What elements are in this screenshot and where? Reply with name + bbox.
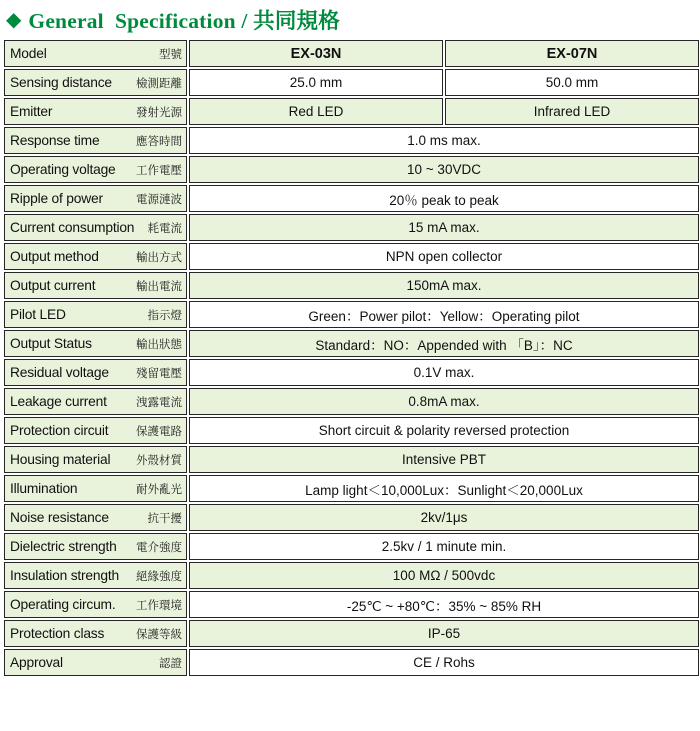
- spec-row: [4, 243, 699, 270]
- row-value-cell: EX-03N: [189, 40, 443, 67]
- row-label-zh: 應答時間: [136, 135, 182, 148]
- row-value-cell: CE / Rohs: [189, 649, 699, 676]
- row-label-cell: [4, 504, 187, 531]
- row-value-cell: IP-65: [189, 620, 699, 647]
- row-label-en: Output current: [10, 278, 96, 293]
- row-label-cell: [4, 156, 187, 183]
- row-label-en: Operating circum.: [10, 597, 116, 612]
- row-label-cell: [4, 214, 187, 241]
- row-value-cell: Red LED: [189, 98, 443, 125]
- row-label-zh: 型號: [159, 48, 182, 61]
- row-label-en: Approval: [10, 655, 63, 670]
- row-label-zh: 輸出電流: [136, 280, 182, 293]
- row-label-zh: 檢測距離: [136, 77, 182, 90]
- row-value-cell: 50.0 mm: [445, 69, 699, 96]
- row-label-en: Response time: [10, 133, 100, 148]
- row-label-en: Housing material: [10, 452, 111, 467]
- row-label-zh: 保護等級: [136, 628, 182, 641]
- row-value-cell: -25℃ ~ +80℃：35% ~ 85% RH: [189, 591, 699, 618]
- row-label-cell: [4, 185, 187, 212]
- row-label-en: Operating voltage: [10, 162, 116, 177]
- row-label-cell: [4, 620, 187, 647]
- row-value-cell: 10 ~ 30VDC: [189, 156, 699, 183]
- spec-row: [4, 156, 699, 183]
- row-label-zh: 工作環境: [136, 599, 182, 612]
- spec-row: [4, 620, 699, 647]
- row-label-en: Protection circuit: [10, 423, 109, 438]
- row-label-zh: 電源漣波: [136, 193, 182, 206]
- row-value-cell: EX-07N: [445, 40, 699, 67]
- row-label-cell: [4, 649, 187, 676]
- spec-row: [4, 301, 699, 328]
- row-label-zh: 絕緣強度: [136, 570, 182, 583]
- row-label-cell: [4, 98, 187, 125]
- spec-row: [4, 591, 699, 618]
- row-label-cell: [4, 127, 187, 154]
- row-value-cell: 2.5kv / 1 minute min.: [189, 533, 699, 560]
- spec-row: [4, 40, 699, 67]
- spec-row: [4, 127, 699, 154]
- spec-row: [4, 504, 699, 531]
- spec-row: [4, 69, 699, 96]
- spec-row: [4, 388, 699, 415]
- row-label-zh: 輸出狀態: [136, 338, 182, 351]
- row-label-en: Insulation strength: [10, 568, 119, 583]
- row-label-en: Residual voltage: [10, 365, 109, 380]
- row-label-en: Protection class: [10, 626, 105, 641]
- row-value-cell: 0.1V max.: [189, 359, 699, 386]
- row-label-en: Sensing distance: [10, 75, 112, 90]
- row-value-cell: Green：Power pilot：Yellow：Operating pilot: [189, 301, 699, 328]
- row-value-cell: 2kv/1μs: [189, 504, 699, 531]
- row-label-zh: 工作電壓: [136, 164, 182, 177]
- page-title: [6, 5, 700, 33]
- spec-row: [4, 330, 699, 357]
- row-label-cell: [4, 359, 187, 386]
- row-label-en: Emitter: [10, 104, 53, 119]
- row-value-cell: Intensive PBT: [189, 446, 699, 473]
- spec-table-body: [4, 40, 699, 676]
- row-label-cell: [4, 388, 187, 415]
- row-label-en: Output Status: [10, 336, 92, 351]
- row-value-cell: Short circuit & polarity reversed protection: [189, 417, 699, 444]
- row-label-zh: 認證: [159, 657, 182, 670]
- spec-row: [4, 98, 699, 125]
- spec-row: [4, 446, 699, 473]
- diamond-icon: ◆: [6, 7, 22, 31]
- row-label-cell: [4, 475, 187, 502]
- row-value-cell: 20％ peak to peak: [189, 185, 699, 212]
- row-value-cell: Lamp light＜10,000Lux：Sunlight＜20,000Lux: [189, 475, 699, 502]
- spec-table: [2, 38, 700, 678]
- row-label-en: Output method: [10, 249, 99, 264]
- spec-row: [4, 272, 699, 299]
- row-label-cell: [4, 562, 187, 589]
- row-label-zh: 外殼材質: [136, 454, 182, 467]
- row-label-zh: 耐外亂光: [136, 483, 182, 496]
- row-value-cell: 25.0 mm: [189, 69, 443, 96]
- row-label-cell: [4, 417, 187, 444]
- row-label-cell: [4, 69, 187, 96]
- row-value-cell: 15 mA max.: [189, 214, 699, 241]
- row-label-zh: 發射光源: [136, 106, 182, 119]
- row-label-zh: 耗電流: [147, 222, 182, 235]
- row-label-zh: 洩露電流: [136, 396, 182, 409]
- row-label-en: Leakage current: [10, 394, 107, 409]
- row-label-cell: [4, 301, 187, 328]
- spec-row: [4, 359, 699, 386]
- row-label-en: Dielectric strength: [10, 539, 117, 554]
- spec-row: [4, 185, 699, 212]
- row-value-cell: Infrared LED: [445, 98, 699, 125]
- row-label-cell: [4, 243, 187, 270]
- row-label-zh: 輸出方式: [136, 251, 182, 264]
- row-value-cell: NPN open collector: [189, 243, 699, 270]
- row-label-cell: [4, 330, 187, 357]
- spec-row: [4, 649, 699, 676]
- row-value-cell: 100 MΩ / 500vdc: [189, 562, 699, 589]
- row-label-cell: [4, 272, 187, 299]
- spec-row: [4, 533, 699, 560]
- row-label-zh: 抗干擾: [147, 512, 182, 525]
- row-label-cell: [4, 40, 187, 67]
- spec-row: [4, 417, 699, 444]
- row-value-cell: Standard：NO：Appended with 「B」：NC: [189, 330, 699, 357]
- spec-row: [4, 475, 699, 502]
- spec-row: [4, 214, 699, 241]
- row-label-en: Noise resistance: [10, 510, 109, 525]
- row-label-zh: 殘留電壓: [136, 367, 182, 380]
- row-label-zh: 保護電路: [136, 425, 182, 438]
- row-value-cell: 1.0 ms max.: [189, 127, 699, 154]
- spec-row: [4, 562, 699, 589]
- row-label-en: Model: [10, 46, 47, 61]
- row-label-zh: 電介強度: [136, 541, 182, 554]
- row-label-zh: 指示燈: [147, 309, 182, 322]
- row-value-cell: 0.8mA max.: [189, 388, 699, 415]
- row-value-cell: 150mA max.: [189, 272, 699, 299]
- row-label-en: Current consumption: [10, 220, 135, 235]
- row-label-cell: [4, 591, 187, 618]
- row-label-en: Ripple of power: [10, 191, 103, 206]
- page-title-text: General Specification / 共同規格: [28, 8, 340, 33]
- row-label-en: Pilot LED: [10, 307, 66, 322]
- row-label-cell: [4, 446, 187, 473]
- row-label-en: Illumination: [10, 481, 78, 496]
- row-label-cell: [4, 533, 187, 560]
